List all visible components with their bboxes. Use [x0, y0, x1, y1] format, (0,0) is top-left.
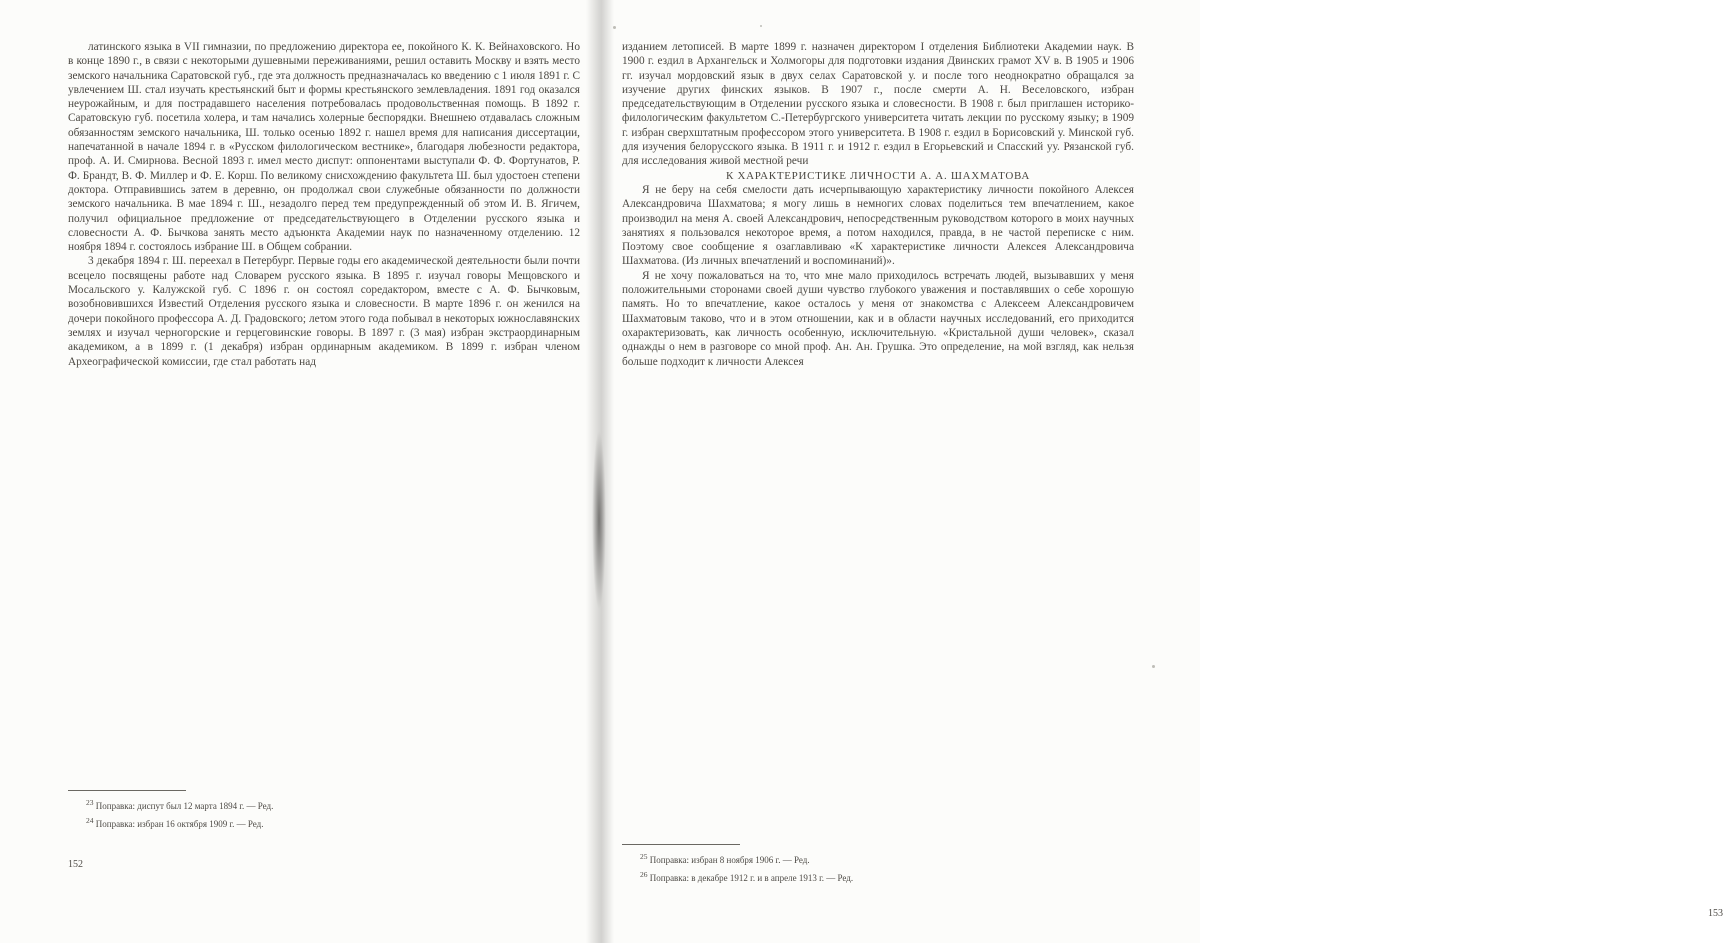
right-page — [600, 0, 1723, 943]
left-page-footnotes — [68, 790, 580, 832]
paragraph: 3 декабря 1894 г. Ш. переехал в Петербург. Первые годы его академической деятельности были почти всецело посвящены работе над Словарем русского языка. В 1895 г. изучал говоры Мещовского и Мосальского у. Калужской губ. С 1896 г. он состоял соредактором, вместе с А. Ф. Бычковым, возобновившихся Известий Отделения русского языка и словесности. В марте 1896 г. он женился на дочери покойного профессора А. Д. Градовского; летом этого года побывал в некоторых южнославянских землях и изучал черногорские и герцеговинские говоры. В 1897 г. (3 мая) избран экстраординарным академиком, а в 1899 г. (1 декабря) избран ординарным академиком. В 1899 г. избран членом Археографической комиссии, где стал работать над — [68, 255, 580, 368]
paragraph: латинского языка в VII гимназии, по предложению директора ее, покойного К. К. Вейнаховского. Но в конце 1890 г., в связи с некоторыми душевными переживаниями, решил оставить Москву и взять место земского начальника Саратовской губ., где эта должность предназначалась ко введению с 1 июля 1891 г. С увлечением Ш. стал изучать крестьянский быт и формы крестьянского землевладения. 1891 год оказался неурожайным, и для пострадавшего населения потребовалась продовольственная помощь. В 1892 г. Саратовскую губ. посетила холера, и там начались холерные беспорядки. Внешнею отдавалась сложным обязанностям земского начальника, Ш. только осенью 1892 г. нашел время для написания диссертации, напечатанной в начале 1894 г. в «Русском филологическом вестнике», благодаря любезности редактора, проф. А. И. Смирнова. Весной 1893 г. имел место диспут: оппонентами выступали Ф. Ф. Фортунатов, Р. Ф. Брандт, В. Ф. Миллер и Ф. Е. Корш. По великому снисхождению факультета Ш. был удостоен степени доктора. Отправившись затем в деревню, он продолжал свои служебные обязанности по должности земского начальника. В мае 1894 г. Ш., незадолго перед тем предупрежденный об этом И. В. Ягичем, получил официальное предложение от председательствующего в Отделении русского языка и словесности А. Ф. Бычкова занять место адъюнкта Академии наук по назначенному отделению. 12 ноября 1894 г. состоялось избрание Ш. в Общем собрании. — [68, 41, 580, 254]
left-page — [0, 0, 600, 943]
right-page-footnotes — [622, 844, 1134, 886]
page-number-right: 153 — [1708, 908, 1723, 919]
footnote-marker: 26 — [640, 869, 648, 879]
paragraph: изданием летописей. В марте 1899 г. назначен директором I отделения Библиотеки Академии наук. В 1900 г. ездил в Архангельск и Холмогоры для подготовки издания Двинских грамот XV в. В 1905 и 1906 гг. изучал мордовский язык в двух селах Саратовской у. и после того неоднократно обращался за изучение других финских языков. В 1907 г., после смерти А. Н. Веселовского, избран председательствующим в Отделении русского языка и словесности. В 1908 г. был приглашен историко-филологическим факультетом С.-Петербургского университета читать лекции по русскому языку; в 1909 г. избран сверхштатным профессором этого университета. В 1908 г. ездил в Борисовский у. Минской губ. для изучения белорусского языка. В 1911 г. и 1912 г. ездил в Егорьевский и Спасский уу. Рязанской губ. для исследования живой местной речи — [622, 41, 1134, 168]
footnote-marker: 24 — [86, 815, 94, 825]
footnote-text: Поправка: избран 16 октября 1909 г. — Ред. — [95, 818, 264, 829]
footnote-item — [622, 869, 1134, 885]
paragraph: Я не хочу пожаловаться на то, что мне мало приходилось встречать людей, вызывавших у меня положительными сторонами своей души чувство глубокого уважения и поставлявших о себе хорошую память. Но то впечатление, какое осталось у меня от знакомства с Алексеем Александровичем Шахматовым таково, что и в этом отношении, как и в области научных исследований, его приходится охарактеризовать, как личность особенную, исключительную. «Кристальной души человек», сказал однажды о нем в разговоре со мной проф. Ан. Ан. Грушка. Это определение, на мой взгляд, как нельзя больше подходит к личности Алексея — [622, 269, 1134, 368]
footnote-text: Поправка: в декабре 1912 г. и в апреле 1913 г. — Ред. — [649, 872, 854, 883]
paragraph: Я не беру на себя смелости дать исчерпывающую характеристику личности покойного Алексея Александровича Шахматова; я могу лишь в немногих словах поделиться тем впечатлением, какое производил на меня А. своей Александрович, непосредственным руководством которого в моих научных занятиях я пользовался некоторое время, а потом находился, правда, в не частой переписке с ним. Поэтому свое сообщение я озаглавливаю «К характеристике личности Алексея Александровича Шахматова. (Из личных впечатлений и воспоминаний)». — [622, 183, 1134, 268]
footnote-rule — [622, 844, 740, 845]
footnote-item — [68, 815, 580, 831]
scan-speck — [613, 26, 616, 29]
footnote-rule — [68, 790, 186, 791]
right-page-text-column — [622, 40, 1134, 369]
scan-speck — [760, 25, 762, 27]
footnote-text: Поправка: избран 8 ноября 1906 г. — Ред. — [649, 855, 810, 865]
page-number-left: 152 — [68, 859, 83, 870]
footnote-text: Поправка: диспут был 12 марта 1894 г. — Ред. — [95, 801, 274, 811]
footnote-marker: 25 — [640, 852, 648, 861]
footnote-item — [622, 851, 1134, 867]
section-heading: К ХАРАКТЕРИСТИКЕ ЛИЧНОСТИ А. А. ШАХМАТОВА — [725, 169, 1031, 182]
footnote-marker: 23 — [86, 798, 94, 807]
footnote-item — [68, 797, 580, 813]
left-page-text-column — [68, 40, 580, 369]
scan-speck — [1152, 665, 1155, 668]
